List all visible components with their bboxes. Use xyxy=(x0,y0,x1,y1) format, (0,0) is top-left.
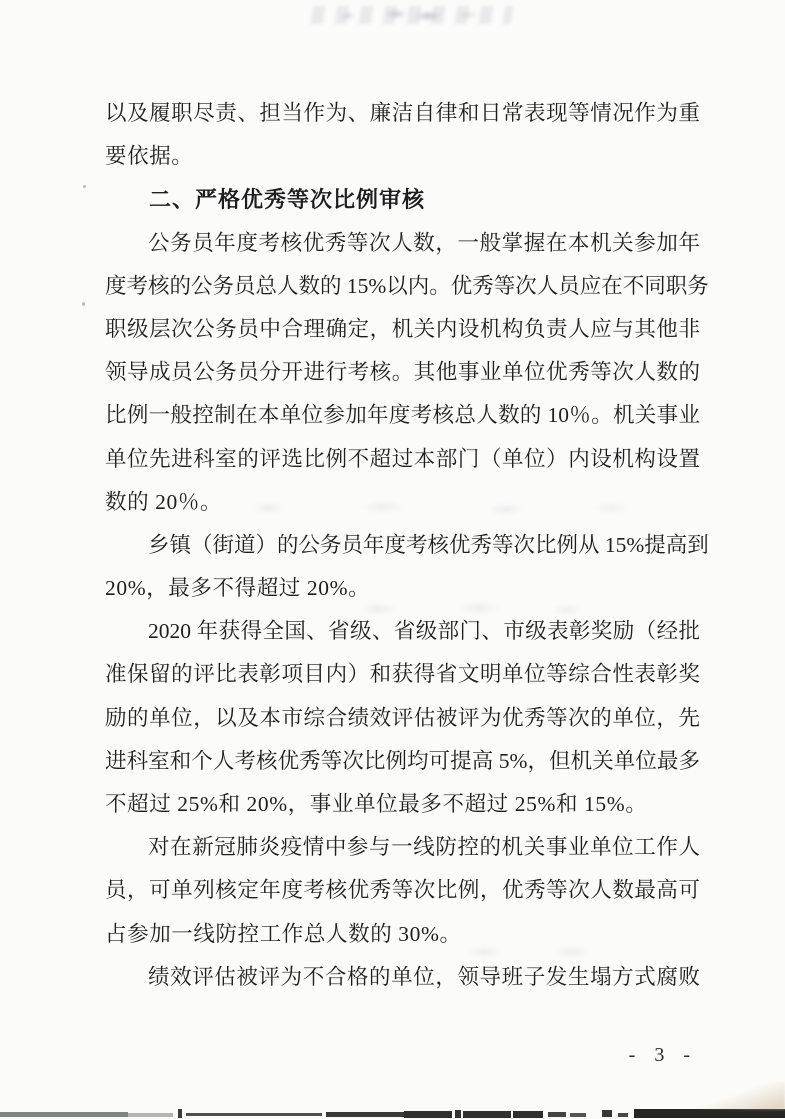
text-line: 单位先进科室的评选比例不超过本部门（单位）内设机构设置 xyxy=(105,446,700,471)
text-line: 数的 20％。 xyxy=(105,489,223,514)
text-line: 要依据。 xyxy=(105,144,194,169)
text-line: 占参加一线防控工作总人数的 30%。 xyxy=(105,921,462,946)
text-line: 2020 年获得全国、省级、省级部门、市级表彰奖励（经批 xyxy=(148,619,700,644)
page-number: - 3 - xyxy=(628,1044,693,1066)
document-body xyxy=(105,92,709,999)
text-line: 员，可单列核定年度考核优秀等次比例，优秀等次人数最高可 xyxy=(105,878,700,903)
scan-corner-smudge xyxy=(690,1082,785,1110)
text-line: 领导成员公务员分开进行考核。其他事业单位优秀等次人数的 xyxy=(105,360,700,385)
text-line: 20%，最多不得超过 20%。 xyxy=(105,576,371,601)
section-heading: 二、严格优秀等次比例审核 xyxy=(149,187,426,213)
text-line: 比例一般控制在本单位参加年度考核总人数的 10％。机关事业 xyxy=(105,403,700,428)
text-line: 准保留的评比表彰项目内）和获得省文明单位等综合性表彰奖 xyxy=(105,662,700,687)
scan-smudge-top xyxy=(311,6,514,24)
text-line: 公务员年度考核优秀等次人数，一般掌握在本机关参加年 xyxy=(148,230,700,255)
scan-speck xyxy=(82,302,85,306)
text-line: 对在新冠肺炎疫情中参与一线防控的机关事业单位工作人 xyxy=(148,835,700,860)
scan-speck xyxy=(83,185,86,188)
text-line: 以及履职尽责、担当作为、廉洁自律和日常表现等情况作为重 xyxy=(105,101,700,125)
text-line: 进科室和个人考核优秀等次比例均可提高 5%，但机关单位最多 xyxy=(105,748,700,773)
text-line: 乡镇（街道）的公务员年度考核优秀等次比例从 15%提高到 xyxy=(148,532,709,557)
text-line: 职级层次公务员中合理确定，机关内设机构负责人应与其他非 xyxy=(105,316,700,341)
text-line: 励的单位，以及本市综合绩效评估被评为优秀等次的单位，先 xyxy=(105,705,700,730)
text-line: 不超过 25%和 20%，事业单位最多不超过 25%和 15%。 xyxy=(105,792,648,816)
text-line: 度考核的公务员总人数的 15%以内。优秀等次人员应在不同职务 xyxy=(105,273,709,298)
text-line: 绩效评估被评为不合格的单位，领导班子发生塌方式腐败 xyxy=(148,964,700,989)
